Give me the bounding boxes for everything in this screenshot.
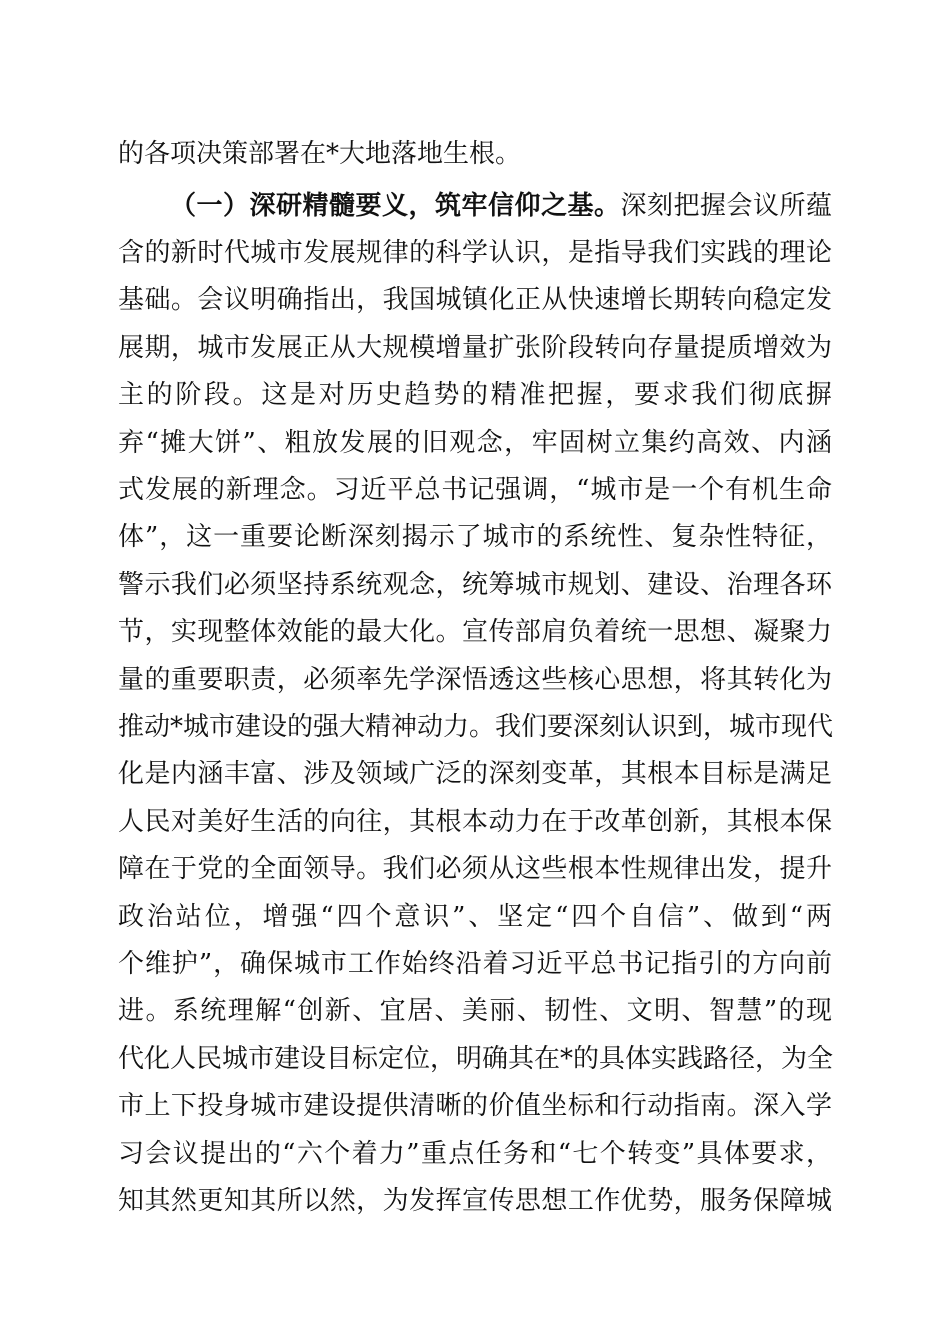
body-line: 体”，这一重要论断深刻揭示了城市的系统性、复杂性特征， xyxy=(118,522,832,552)
body-line: 知其然更知其所以然，为发挥宣传思想工作优势，服务保障城 xyxy=(118,1186,832,1216)
body-line: 展期，城市发展正从大规模增量扩张阶段转向存量提质增效为 xyxy=(118,333,832,363)
body-line: 量的重要职责，必须率先学深悟透这些核心思想，将其转化为 xyxy=(118,665,832,695)
body-line: 式发展的新理念。习近平总书记强调，“城市是一个有机生命 xyxy=(118,475,832,505)
section-heading: （一）深研精髓要义，筑牢信仰之基。 xyxy=(170,191,621,221)
body-line: 化是内涵丰富、涉及领域广泛的深刻变革，其根本目标是满足 xyxy=(118,759,832,789)
body-line: 警示我们必须坚持系统观念，统筹城市规划、建设、治理各环 xyxy=(118,570,832,600)
body-line: 个维护”，确保城市工作始终沿着习近平总书记指引的方向前 xyxy=(118,949,832,979)
body-line: 进。系统理解“创新、宜居、美丽、韧性、文明、智慧”的现 xyxy=(118,996,832,1026)
body-line: 市上下投身城市建设提供清晰的价值坐标和行动指南。深入学 xyxy=(118,1091,832,1121)
paragraph-continuation-line: 的各项决策部署在*大地落地生根。 xyxy=(118,139,522,169)
body-line: 含的新时代城市发展规律的科学认识，是指导我们实践的理论 xyxy=(118,238,832,268)
body-line: 障在于党的全面领导。我们必须从这些根本性规律出发，提升 xyxy=(118,854,832,884)
body-line: 主的阶段。这是对历史趋势的精准把握，要求我们彻底摒 xyxy=(118,380,832,410)
body-line: 代化人民城市建设目标定位，明确其在*的具体实践路径，为全 xyxy=(118,1044,834,1074)
body-line: 节，实现整体效能的最大化。宣传部肩负着统一思想、凝聚力 xyxy=(118,617,832,647)
body-line: 推动*城市建设的强大精神动力。我们要深刻认识到，城市现代 xyxy=(118,712,834,742)
body-line: 人民对美好生活的向往，其根本动力在于改革创新，其根本保 xyxy=(118,807,832,837)
body-line: 基础。会议明确指出，我国城镇化正从快速增长期转向稳定发 xyxy=(118,285,832,315)
body-line: 政治站位，增强“四个意识”、坚定“四个自信”、做到“两 xyxy=(118,902,832,932)
body-line: 弃“摊大饼”、粗放发展的旧观念，牢固树立集约高效、内涵 xyxy=(118,428,832,458)
section-first-line-text: 深刻把握会议所蕴 xyxy=(620,191,832,221)
section-first-line xyxy=(170,184,832,228)
body-line: 习会议提出的“六个着力”重点任务和“七个转变”具体要求， xyxy=(118,1139,832,1169)
